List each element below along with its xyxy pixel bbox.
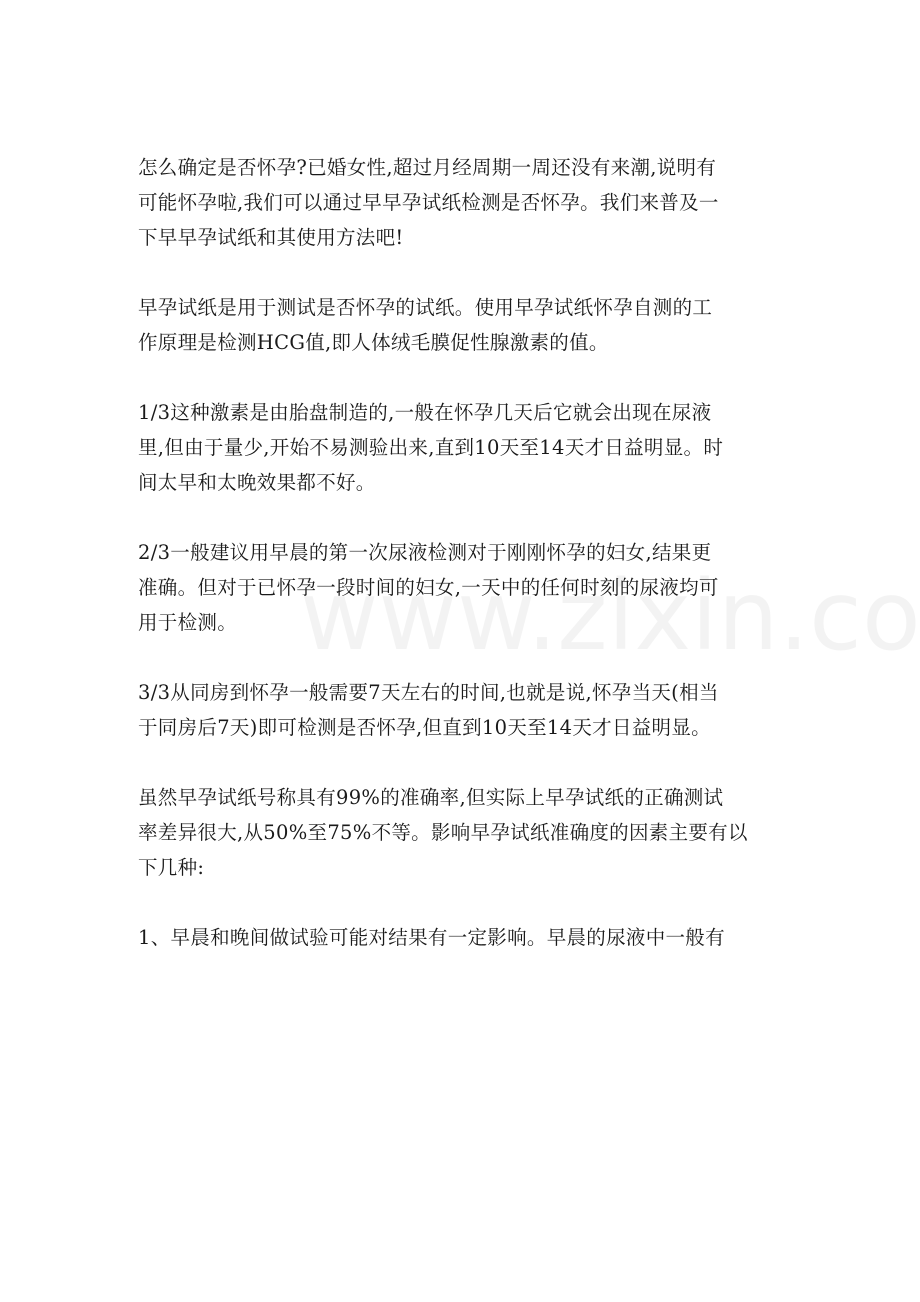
paragraph-definition: 早孕试纸是用于测试是否怀孕的试纸。使用早孕试纸怀孕自测的工 作原理是检测HCG值,即人体绒毛膜促性腺激素的值。 (138, 296, 713, 354)
paragraph-intro: 怎么确定是否怀孕?已婚女性,超过月经周期一周还没有来潮,说明有 可能怀孕啦,我们可以通过早早孕试纸检测是否怀孕。我们来普及一 下早早孕试纸和其使用方法吧! (138, 156, 719, 249)
paragraph-step-1: 1/3这种激素是由胎盘制造的,一般在怀孕几天后它就会出现在尿液 里,但由于量少,开始不易测验出来,直到10天至14天才日益明显。时 间太早和太晚效果都不好。 (138, 401, 724, 494)
document-body (138, 150, 788, 990)
paragraph-accuracy: 虽然早孕试纸号称具有99%的准确率,但实际上早孕试纸的正确测试 率差异很大,从50%至75%不等。影响早孕试纸准确度的因素主要有以 下几种: (138, 786, 748, 879)
paragraph-step-2: 2/3一般建议用早晨的第一次尿液检测对于刚刚怀孕的妇女,结果更 准确。但对于已怀孕一段时间的妇女,一天中的任何时刻的尿液均可 用于检测。 (138, 541, 719, 634)
paragraph-step-3: 3/3从同房到怀孕一般需要7天左右的时间,也就是说,怀孕当天(相当 于同房后7天)即可检测是否怀孕,但直到10天至14天才日益明显。 (138, 681, 719, 739)
paragraph-factor-1: 1、早晨和晚间做试验可能对结果有一定影响。早晨的尿液中一般有 (138, 926, 725, 949)
